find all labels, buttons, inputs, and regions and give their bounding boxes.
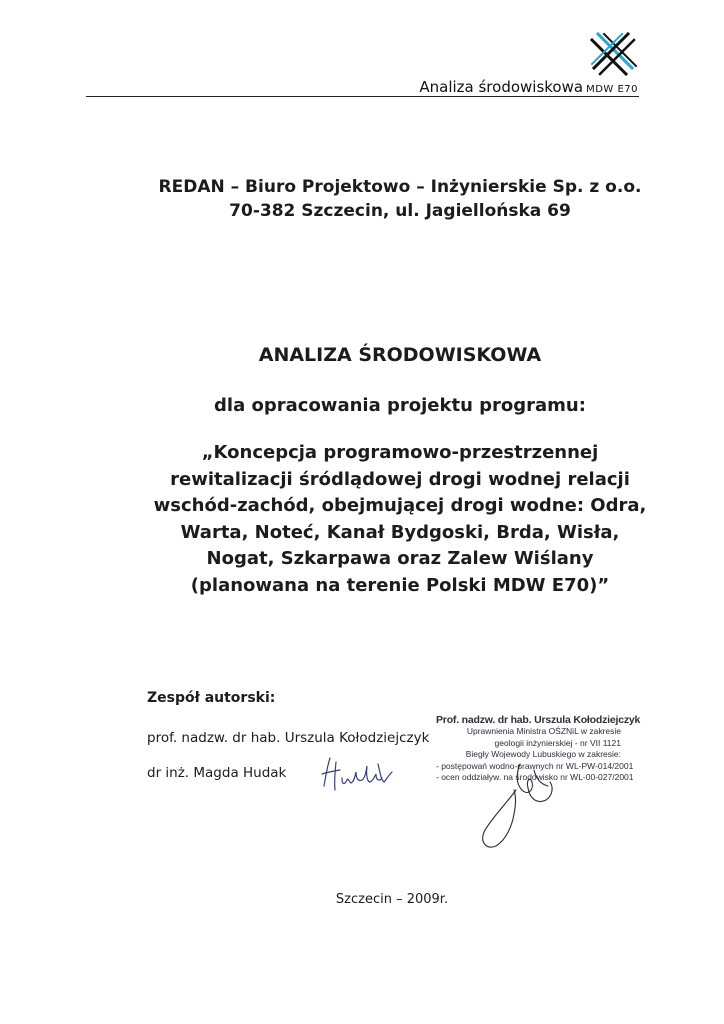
program-title	[110, 440, 690, 599]
place-date: Szczecin – 2009r.	[335, 892, 449, 907]
document-title: ANALIZA ŚRODOWISKOWA	[258, 344, 542, 366]
author-hudak: dr inż. Magda Hudak	[147, 765, 287, 781]
stamp-line: Uprawnienia Ministra OŚZNiL w zakresie	[466, 726, 621, 736]
stamp-line: geologii inżynierskiej - nr VII 1121	[494, 737, 621, 748]
stamp-line: - postępowań wodno-prawnych nr WL-PW-014/2001	[436, 760, 634, 771]
program-line: (planowana na terenie Polski MDW E70)”	[190, 574, 610, 596]
program-line: wschód-zachód, obejmującej drogi wodne: Odra,	[153, 495, 647, 516]
company-address: 70-382 Szczecin, ul. Jagiellońska 69	[229, 201, 571, 221]
document-subtitle: dla opracowania projektu programu:	[214, 395, 586, 416]
kolodziejczyk-signature-icon	[476, 760, 576, 852]
header-brand-text: Analiza środowiskowa	[419, 78, 584, 96]
mdw-e70-logo-icon	[588, 30, 638, 82]
authors-heading: Zespół autorski:	[147, 690, 276, 706]
company-block	[100, 175, 700, 223]
company-name: REDAN – Biuro Projektowo – Inżynierskie Sp. z o.o.	[158, 177, 642, 197]
hudak-signature-icon	[318, 752, 396, 794]
stamp-line: - ocen oddziaływ. na środowisko nr WL-00-027/2001	[436, 772, 634, 782]
header-route: MDW E70	[586, 84, 638, 95]
stamp-name: Prof. nadzw. dr hab. Urszula Kołodziejczyk	[436, 714, 641, 726]
program-line: Nogat, Szkarpawa oraz Zalew Wiślany	[206, 548, 594, 569]
header-divider	[86, 96, 639, 97]
program-line: Warta, Noteć, Kanał Bydgoski, Brda, Wisła,	[180, 521, 620, 543]
program-line: „Koncepcja programowo-przestrzennej	[201, 442, 599, 463]
stamp-line: Biegły Wojewody Lubuskiego w zakresie:	[465, 749, 621, 759]
program-line: rewitalizacji śródlądowej drogi wodnej relacji	[170, 468, 630, 490]
header-brand	[380, 78, 638, 96]
author-kolodziejczyk: prof. nadzw. dr hab. Urszula Kołodziejczyk	[147, 730, 430, 746]
